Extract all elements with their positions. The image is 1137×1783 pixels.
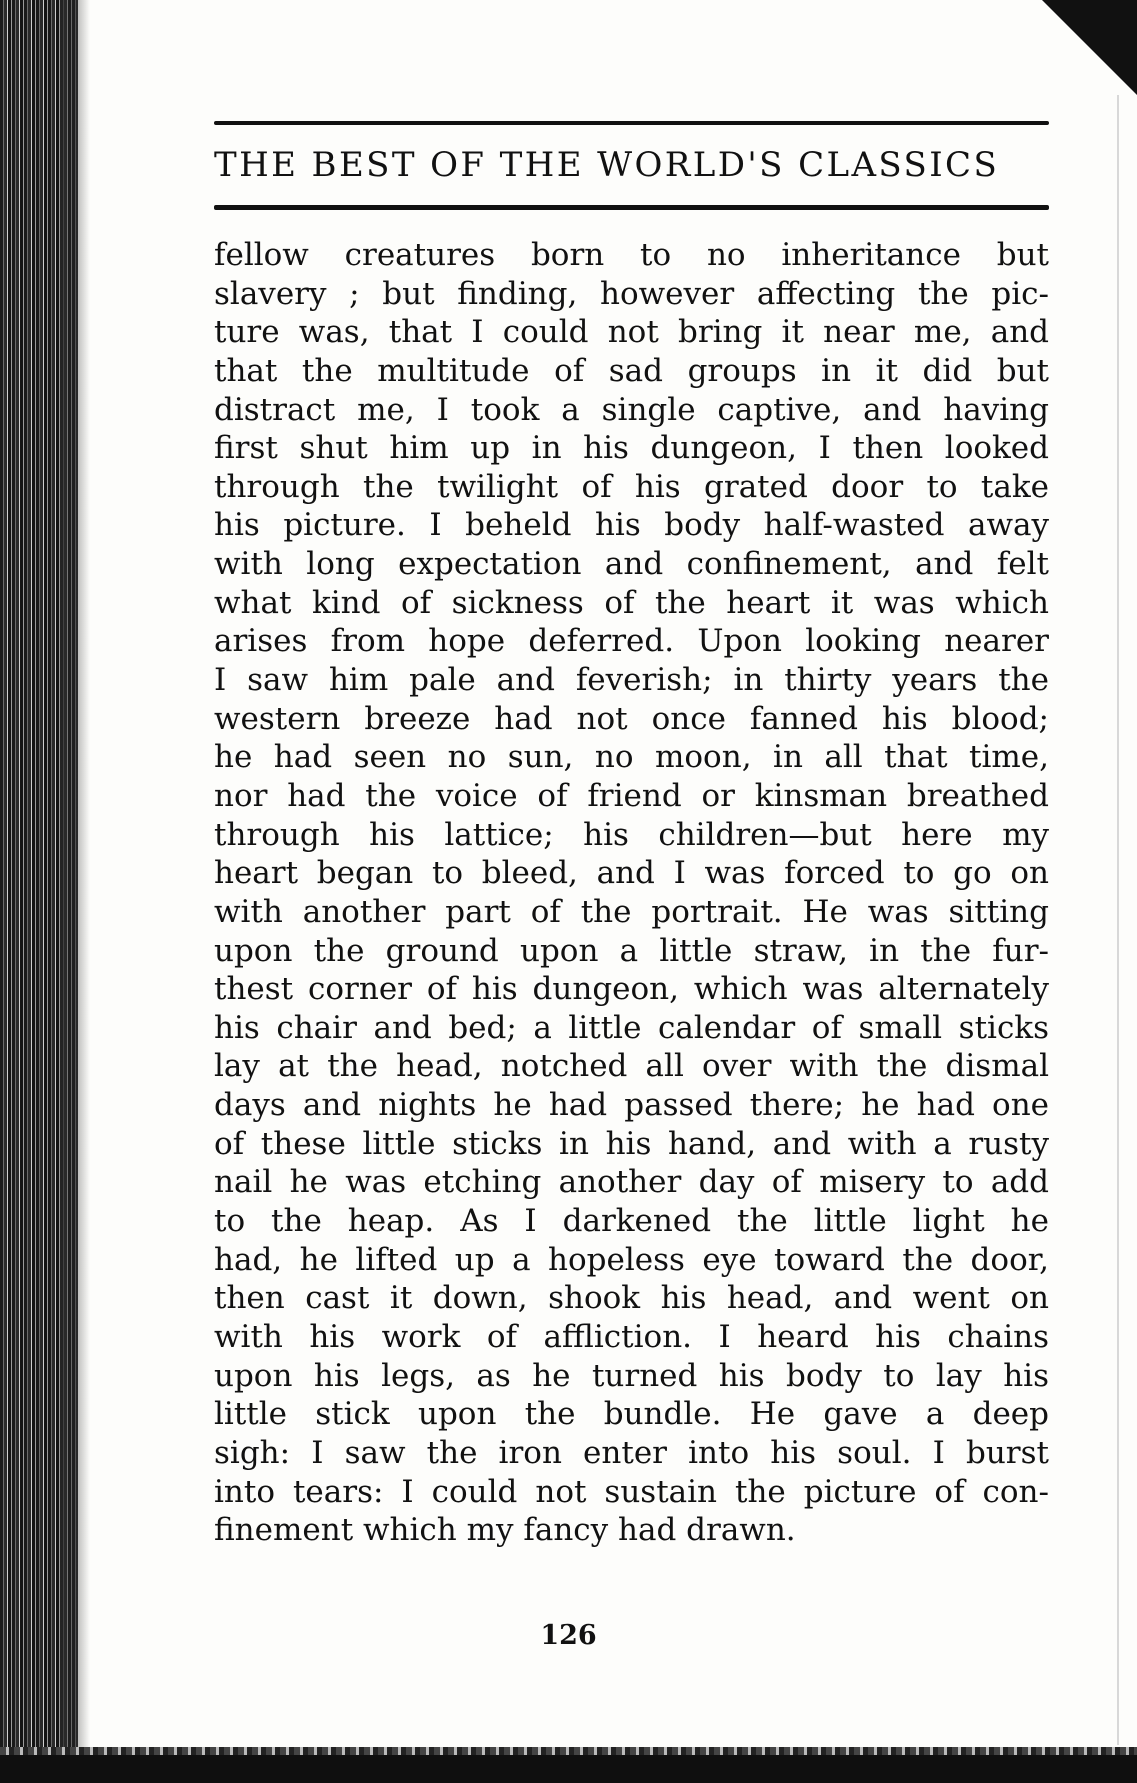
page-edge xyxy=(1117,95,1119,1745)
text-line: upon his legs, as he turned his body to lay his xyxy=(214,1357,1049,1394)
page-number: 126 xyxy=(540,1620,597,1651)
text-line: distract me, I took a single captive, and having xyxy=(214,391,1049,428)
text-line: first shut him up in his dungeon, I then looked xyxy=(214,430,1049,467)
scan-bottom-band xyxy=(0,1755,1137,1783)
text-line: slavery ; but finding, however affecting the pic- xyxy=(214,275,1049,312)
text-line: through the twilight of his grated door to take xyxy=(214,468,1049,505)
text-line: sigh: I saw the iron enter into his soul. I burst xyxy=(214,1434,1049,1471)
text-line: his picture. I beheld his body half-wasted away xyxy=(214,507,1049,544)
text-line: days and nights he had passed there; he had one xyxy=(214,1087,1049,1124)
text-line: western breeze had not once fanned his blood; xyxy=(214,700,1049,737)
header-rule-bottom xyxy=(214,205,1049,210)
text-line: he had seen no sun, no moon, in all that time, xyxy=(214,739,1049,776)
running-head: THE BEST OF THE WORLD'S CLASSICS xyxy=(214,145,1000,185)
body-text xyxy=(214,236,1049,1550)
text-line: of these little sticks in his hand, and with a rusty xyxy=(214,1125,1049,1162)
text-line: with long expectation and confinement, and felt xyxy=(214,546,1049,583)
text-line: I saw him pale and feverish; in thirty years the xyxy=(214,662,1049,699)
text-line: nor had the voice of friend or kinsman breathed xyxy=(214,777,1049,814)
text-line: heart began to bleed, and I was forced to go on xyxy=(214,855,1049,892)
text-line: then cast it down, shook his head, and went on xyxy=(214,1280,1049,1317)
header-rule-top xyxy=(214,121,1049,125)
corner-shadow xyxy=(1042,0,1137,95)
text-line: ture was, that I could not bring it near me, and xyxy=(214,314,1049,351)
text-line: through his lattice; his children—but here my xyxy=(214,816,1049,853)
text-line: upon the ground upon a little straw, in the fur- xyxy=(214,932,1049,969)
text-line: what kind of sickness of the heart it was which xyxy=(214,584,1049,621)
text-line: little stick upon the bundle. He gave a deep xyxy=(214,1396,1049,1433)
text-line: nail he was etching another day of misery to add xyxy=(214,1164,1049,1201)
scan-edge-strip xyxy=(0,1747,1137,1755)
text-line: with his work of affliction. I heard his chains xyxy=(214,1318,1049,1355)
text-line: lay at the head, notched all over with the dismal xyxy=(214,1048,1049,1085)
text-line: to the heap. As I darkened the little light he xyxy=(214,1203,1049,1240)
text-line: arises from hope deferred. Upon looking nearer xyxy=(214,623,1049,660)
text-line: thest corner of his dungeon, which was alternately xyxy=(214,971,1049,1008)
text-line: into tears: I could not sustain the picture of con- xyxy=(214,1473,1049,1510)
text-line: that the multitude of sad groups in it did but xyxy=(214,352,1049,389)
text-line: finement which my fancy had drawn. xyxy=(214,1512,796,1549)
binding-shadow xyxy=(60,0,90,1783)
text-line: with another part of the portrait. He was sitting xyxy=(214,893,1049,930)
text-line: his chair and bed; a little calendar of small sticks xyxy=(214,1009,1049,1046)
text-line: fellow creatures born to no inheritance but xyxy=(214,237,1049,273)
text-line: had, he lifted up a hopeless eye toward the door, xyxy=(214,1241,1049,1278)
